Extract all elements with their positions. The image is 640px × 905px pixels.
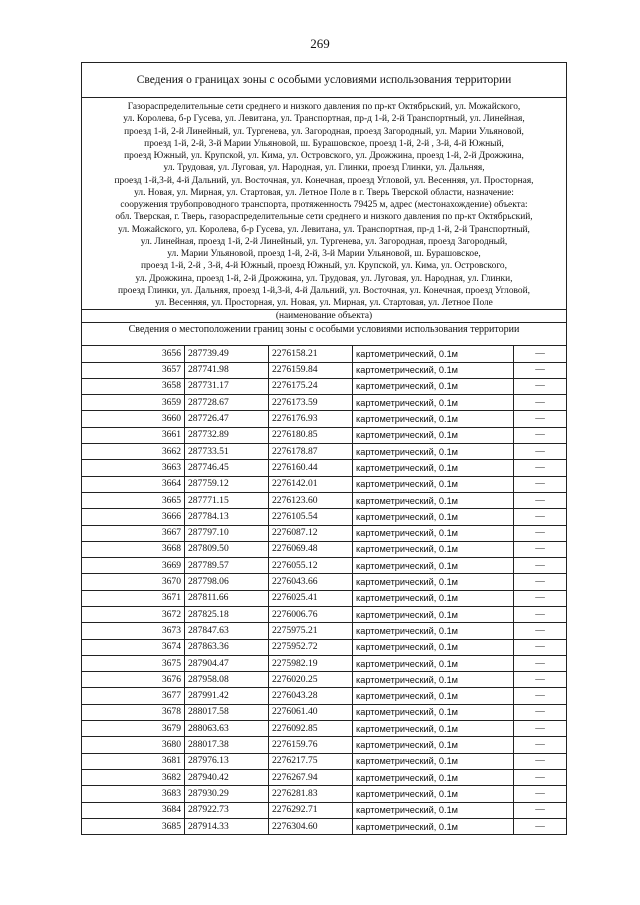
table-row (82, 639, 566, 655)
y-coordinate-cell: 2276069.48 (269, 541, 353, 557)
y-coordinate-cell: 2276087.12 (269, 525, 353, 541)
note-cell: — (514, 476, 567, 492)
table-row (82, 492, 566, 508)
note-cell: — (514, 802, 567, 818)
object-description: Газораспределительные сети среднего и низкого давления по пр-кт Октябрьский, ул. Можайского, ул. Королева, б-р Гусева, ул. Левитана, ул. Транспортная, пр-д 1-й, 2-й Транспортный, ул. Линейная, проезд 1-й, 2-й Линейный, ул. Тургенева, ул. Загородная, проезд Загородный, ул. Марии Ульяновой, проезд 1-й, 2-й, 3-й Марии Ульяновой, ш. Бурашовское, проезд 1-й, 2-й , 3-й, 4-й Южный, проезд Южный, ул. Крупской, ул. Кима, ул. Островского, ул. Дрожжина, проезд 1-й, 2-й Дрожжина, ул. Трудовая, ул. Луговая, ул. Народная, ул. Глинки, проезд Глинки, ул. Дальняя, проезд 1-й,3-й, 4-й Дальний, ул. Восточная, ул. Конечная, проезд Угловой, ул. Весенняя, ул. Просторная, ул. Новая, ул. Мирная, ул. Стартовая, ул. Летное Поле в г. Тверь Тверской области, назначение: сооружения трубопроводного транспорта, протяженность 79425 м, адрес (местонахождение) объекта: обл. Тверская, г. Тверь, газораспределительные сети среднего и низкого давления по пр-кт Октябрьский, ул. Можайского, ул. Королева, б-р Гусева, ул. Левитана, ул. Транспортная, пр-д 1-й, 2-й Транспортный, ул. Линейная, проезд 1-й, 2-й Линейный, ул. Тургенева, ул. Загородная, проезд Загородный, ул. Марии Ульяновой, проезд 1-й, 2-й, 3-й Марии Ульяновой, ш. Бурашовское, проезд 1-й, 2-й , 3-й, 4-й Южный, проезд Южный, ул. Крупской, ул. Кима, ул. Островского, ул. Дрожжина, проезд 1-й, 2-й Дрожжина, ул. Трудовая, ул. Луговая, ул. Народная, ул. Глинки, проезд Глинки, ул. Дальняя, проезд 1-й,3-й, 4-й Дальний, ул. Восточная, ул. Конечная, проезд Угловой, ул. Весенняя, ул. Просторная, ул. Новая, ул. Мирная, ул. Стартовая, ул. Летное Поле (114, 102, 534, 308)
y-coordinate-cell: 2276159.84 (269, 362, 353, 378)
note-cell: — (514, 444, 567, 460)
y-coordinate-cell: 2276160.44 (269, 460, 353, 476)
method-cell: картометрический, 0.1м (353, 655, 514, 671)
y-coordinate-cell: 2276304.60 (269, 818, 353, 834)
y-coordinate-cell: 2276180.85 (269, 427, 353, 443)
point-number-cell: 3674 (82, 639, 185, 655)
table-row (82, 753, 566, 769)
y-coordinate-cell: 2276267.94 (269, 769, 353, 785)
table-row (82, 395, 566, 411)
y-coordinate-cell: 2276025.41 (269, 590, 353, 606)
x-coordinate-cell: 287809.50 (185, 541, 269, 557)
note-cell: — (514, 639, 567, 655)
note-cell: — (514, 460, 567, 476)
note-cell: — (514, 427, 567, 443)
point-number-cell: 3679 (82, 721, 185, 737)
method-cell: картометрический, 0.1м (353, 639, 514, 655)
table-row (82, 574, 566, 590)
document-frame (81, 62, 567, 835)
method-cell: картометрический, 0.1м (353, 802, 514, 818)
table-row (82, 818, 566, 834)
y-coordinate-cell: 2276158.21 (269, 346, 353, 362)
x-coordinate-cell: 287789.57 (185, 558, 269, 574)
point-number-cell: 3670 (82, 574, 185, 590)
x-coordinate-cell: 287797.10 (185, 525, 269, 541)
method-cell: картометрический, 0.1м (353, 786, 514, 802)
point-number-cell: 3661 (82, 427, 185, 443)
table-row (82, 672, 566, 688)
table-row (82, 460, 566, 476)
y-coordinate-cell: 2275982.19 (269, 655, 353, 671)
method-cell: картометрический, 0.1м (353, 411, 514, 427)
y-coordinate-cell: 2276217.75 (269, 753, 353, 769)
x-coordinate-cell: 287771.15 (185, 492, 269, 508)
method-cell: картометрический, 0.1м (353, 509, 514, 525)
note-cell: — (514, 346, 567, 362)
method-cell: картометрический, 0.1м (353, 769, 514, 785)
y-coordinate-cell: 2276178.87 (269, 444, 353, 460)
table-row (82, 558, 566, 574)
x-coordinate-cell: 287991.42 (185, 688, 269, 704)
x-coordinate-cell: 287739.49 (185, 346, 269, 362)
table-row (82, 444, 566, 460)
x-coordinate-cell: 287914.33 (185, 818, 269, 834)
x-coordinate-cell: 288063.63 (185, 721, 269, 737)
x-coordinate-cell: 287976.13 (185, 753, 269, 769)
method-cell: картометрический, 0.1м (353, 623, 514, 639)
y-coordinate-cell: 2276173.59 (269, 395, 353, 411)
x-coordinate-cell: 287863.36 (185, 639, 269, 655)
x-coordinate-cell: 288017.38 (185, 737, 269, 753)
x-coordinate-cell: 287930.29 (185, 786, 269, 802)
method-cell: картометрический, 0.1м (353, 525, 514, 541)
note-cell: — (514, 721, 567, 737)
table-row (82, 802, 566, 818)
x-coordinate-cell: 287784.13 (185, 509, 269, 525)
note-cell: — (514, 590, 567, 606)
point-number-cell: 3681 (82, 753, 185, 769)
table-row (82, 509, 566, 525)
y-coordinate-cell: 2276061.40 (269, 704, 353, 720)
note-cell: — (514, 574, 567, 590)
y-coordinate-cell: 2276281.83 (269, 786, 353, 802)
method-cell: картометрический, 0.1м (353, 558, 514, 574)
note-cell: — (514, 525, 567, 541)
point-number-cell: 3668 (82, 541, 185, 557)
method-cell: картометрический, 0.1м (353, 672, 514, 688)
table-row (82, 362, 566, 378)
x-coordinate-cell: 287904.47 (185, 655, 269, 671)
point-number-cell: 3663 (82, 460, 185, 476)
point-number-cell: 3680 (82, 737, 185, 753)
x-coordinate-cell: 287759.12 (185, 476, 269, 492)
point-number-cell: 3671 (82, 590, 185, 606)
point-number-cell: 3677 (82, 688, 185, 704)
y-coordinate-cell: 2275975.21 (269, 623, 353, 639)
note-cell: — (514, 786, 567, 802)
x-coordinate-cell: 287731.17 (185, 378, 269, 394)
note-cell: — (514, 769, 567, 785)
point-number-cell: 3682 (82, 769, 185, 785)
method-cell: картометрический, 0.1м (353, 818, 514, 834)
point-number-cell: 3656 (82, 346, 185, 362)
method-cell: картометрический, 0.1м (353, 688, 514, 704)
note-cell: — (514, 737, 567, 753)
document-title: Сведения о границах зоны с особыми условиями использования территории (82, 63, 566, 98)
note-cell: — (514, 362, 567, 378)
y-coordinate-cell: 2276105.54 (269, 509, 353, 525)
x-coordinate-cell: 287940.42 (185, 769, 269, 785)
y-coordinate-cell: 2276123.60 (269, 492, 353, 508)
y-coordinate-cell: 2276043.28 (269, 688, 353, 704)
method-cell: картометрический, 0.1м (353, 704, 514, 720)
page-number: 269 (310, 36, 330, 51)
table-row (82, 721, 566, 737)
section-subtitle: Сведения о местоположении границ зоны с особыми условиями использования территории (82, 323, 566, 346)
point-number-cell: 3676 (82, 672, 185, 688)
point-number-cell: 3672 (82, 607, 185, 623)
point-number-cell: 3678 (82, 704, 185, 720)
x-coordinate-cell: 287811.66 (185, 590, 269, 606)
y-coordinate-cell: 2276159.76 (269, 737, 353, 753)
x-coordinate-cell: 287825.18 (185, 607, 269, 623)
point-number-cell: 3667 (82, 525, 185, 541)
table-row (82, 541, 566, 557)
x-coordinate-cell: 287798.06 (185, 574, 269, 590)
method-cell: картометрический, 0.1м (353, 607, 514, 623)
coordinates-table-body (82, 346, 566, 834)
point-number-cell: 3659 (82, 395, 185, 411)
note-cell: — (514, 509, 567, 525)
note-cell: — (514, 607, 567, 623)
object-name-caption: (наименование объекта) (82, 309, 566, 323)
table-row (82, 704, 566, 720)
table-row (82, 655, 566, 671)
method-cell: картометрический, 0.1м (353, 721, 514, 737)
point-number-cell: 3665 (82, 492, 185, 508)
y-coordinate-cell: 2276142.01 (269, 476, 353, 492)
table-row (82, 378, 566, 394)
method-cell: картометрический, 0.1м (353, 737, 514, 753)
table-row (82, 411, 566, 427)
point-number-cell: 3658 (82, 378, 185, 394)
method-cell: картометрический, 0.1м (353, 395, 514, 411)
table-row (82, 476, 566, 492)
note-cell: — (514, 395, 567, 411)
point-number-cell: 3669 (82, 558, 185, 574)
coordinates-table (82, 346, 566, 834)
point-number-cell: 3660 (82, 411, 185, 427)
point-number-cell: 3657 (82, 362, 185, 378)
note-cell: — (514, 818, 567, 834)
method-cell: картометрический, 0.1м (353, 427, 514, 443)
table-row (82, 688, 566, 704)
point-number-cell: 3664 (82, 476, 185, 492)
note-cell: — (514, 558, 567, 574)
x-coordinate-cell: 287741.98 (185, 362, 269, 378)
note-cell: — (514, 492, 567, 508)
note-cell: — (514, 672, 567, 688)
method-cell: картометрический, 0.1м (353, 590, 514, 606)
point-number-cell: 3675 (82, 655, 185, 671)
table-row (82, 346, 566, 362)
x-coordinate-cell: 287922.73 (185, 802, 269, 818)
note-cell: — (514, 704, 567, 720)
method-cell: картометрический, 0.1м (353, 541, 514, 557)
table-row (82, 737, 566, 753)
point-number-cell: 3662 (82, 444, 185, 460)
note-cell: — (514, 753, 567, 769)
y-coordinate-cell: 2276176.93 (269, 411, 353, 427)
point-number-cell: 3684 (82, 802, 185, 818)
x-coordinate-cell: 287746.45 (185, 460, 269, 476)
table-row (82, 623, 566, 639)
point-number-cell: 3673 (82, 623, 185, 639)
y-coordinate-cell: 2276175.24 (269, 378, 353, 394)
point-number-cell: 3666 (82, 509, 185, 525)
x-coordinate-cell: 287728.67 (185, 395, 269, 411)
note-cell: — (514, 655, 567, 671)
x-coordinate-cell: 288017.58 (185, 704, 269, 720)
note-cell: — (514, 378, 567, 394)
x-coordinate-cell: 287732.89 (185, 427, 269, 443)
x-coordinate-cell: 287733.51 (185, 444, 269, 460)
x-coordinate-cell: 287726.47 (185, 411, 269, 427)
method-cell: картометрический, 0.1м (353, 362, 514, 378)
table-row (82, 607, 566, 623)
method-cell: картометрический, 0.1м (353, 753, 514, 769)
point-number-cell: 3683 (82, 786, 185, 802)
method-cell: картометрический, 0.1м (353, 444, 514, 460)
y-coordinate-cell: 2276055.12 (269, 558, 353, 574)
method-cell: картометрический, 0.1м (353, 476, 514, 492)
note-cell: — (514, 411, 567, 427)
y-coordinate-cell: 2276020.25 (269, 672, 353, 688)
method-cell: картометрический, 0.1м (353, 378, 514, 394)
x-coordinate-cell: 287847.63 (185, 623, 269, 639)
y-coordinate-cell: 2276043.66 (269, 574, 353, 590)
table-row (82, 590, 566, 606)
table-row (82, 525, 566, 541)
y-coordinate-cell: 2276006.76 (269, 607, 353, 623)
table-row (82, 427, 566, 443)
method-cell: картометрический, 0.1м (353, 574, 514, 590)
table-row (82, 786, 566, 802)
point-number-cell: 3685 (82, 818, 185, 834)
y-coordinate-cell: 2276092.85 (269, 721, 353, 737)
y-coordinate-cell: 2275952.72 (269, 639, 353, 655)
y-coordinate-cell: 2276292.71 (269, 802, 353, 818)
method-cell: картометрический, 0.1м (353, 460, 514, 476)
note-cell: — (514, 541, 567, 557)
x-coordinate-cell: 287958.08 (185, 672, 269, 688)
method-cell: картометрический, 0.1м (353, 492, 514, 508)
method-cell: картометрический, 0.1м (353, 346, 514, 362)
note-cell: — (514, 623, 567, 639)
note-cell: — (514, 688, 567, 704)
table-row (82, 769, 566, 785)
